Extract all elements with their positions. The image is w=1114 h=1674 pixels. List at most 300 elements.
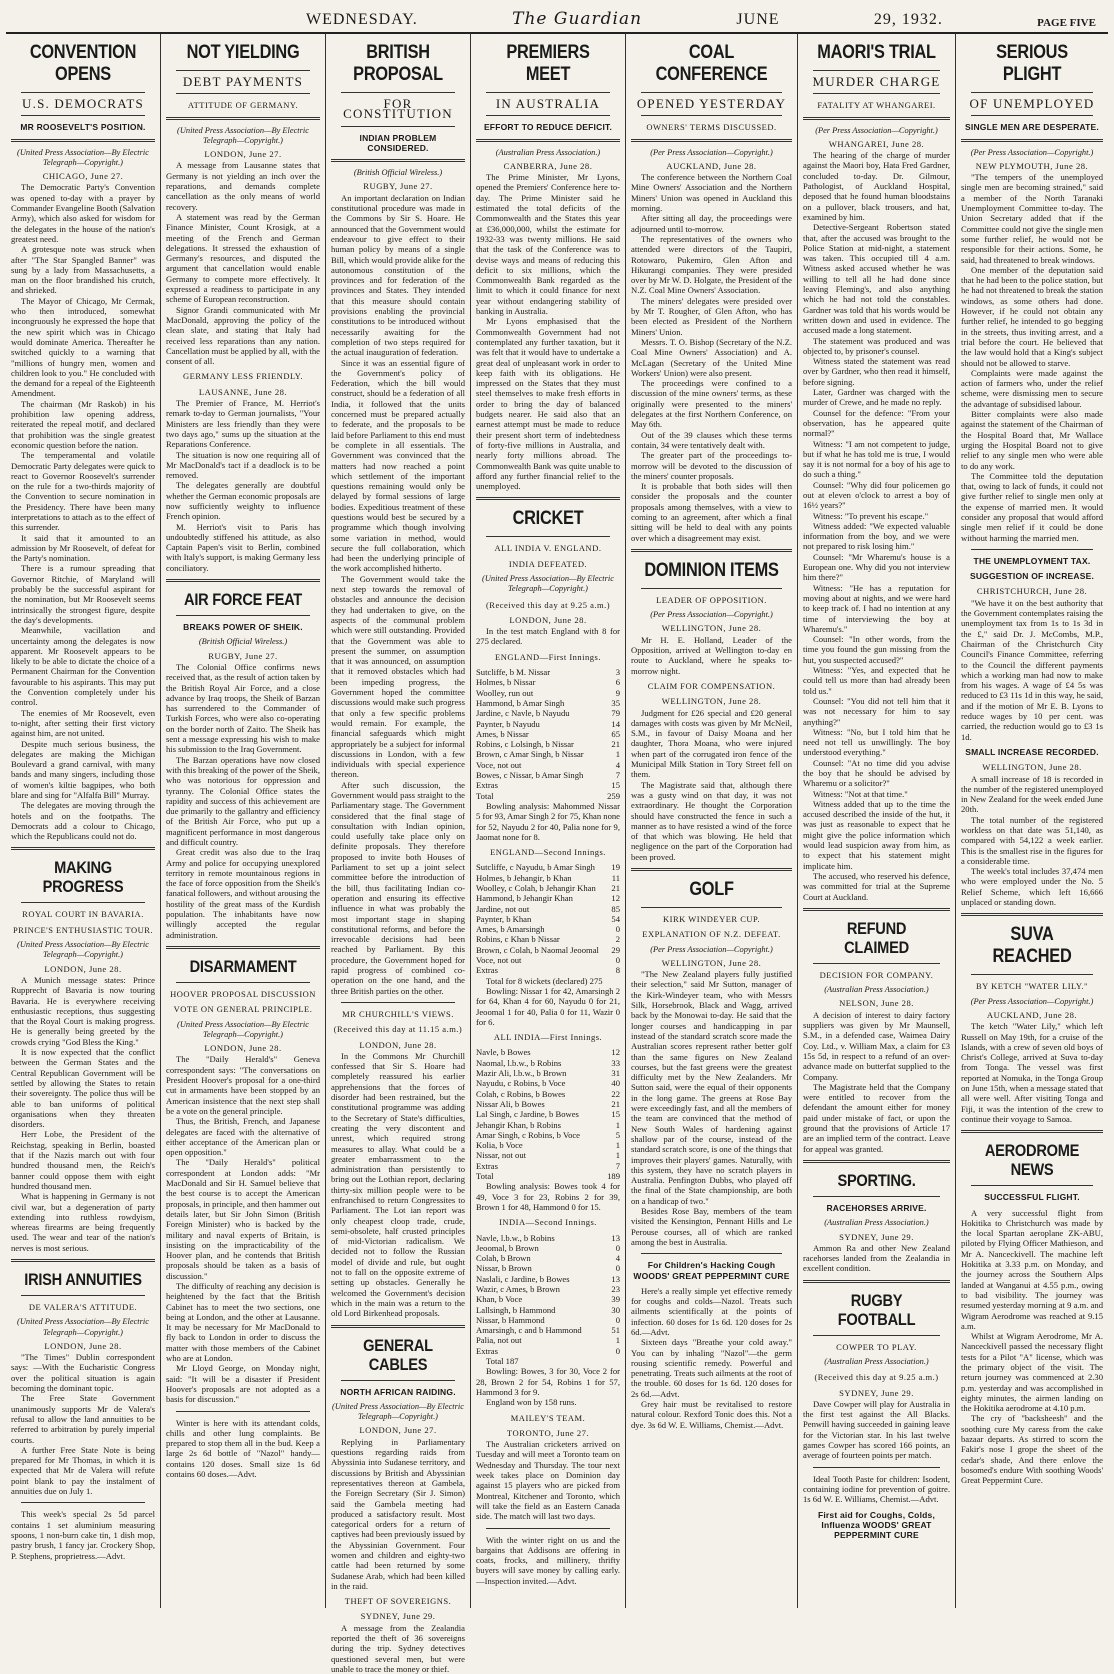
advertisement: With the winter right on us and the bargains that Addisons are offering in coats, frocks, and millinery, thrifty buyers will save money by calling early.—Inspection invited.—Advt.	[476, 1534, 620, 1586]
batsman: Naomal, l.b.w., b Robins	[476, 1057, 562, 1068]
dateline: SYDNEY, June 29.	[839, 1231, 914, 1242]
paragraph: The conference between the Northern Coal Mine Owners' Association and the Northern Miners' Union was opened in Auckland this morning.	[631, 172, 792, 214]
paragraph: The greater part of the proceedings to-morrow will be devoted to the discussion of the miners' counter proposals.	[631, 450, 792, 481]
batsman: Total	[476, 790, 494, 801]
paragraph: It is probable that both sides will then consider the proposals and the counter proposals among themselves, with a view to coming to an agreement, after which a final sitting will be held to deal with any points over which a disagreement may exist.	[631, 481, 792, 543]
batsman: Palia, not out	[476, 1335, 522, 1346]
runs: 0	[615, 955, 620, 966]
paragraph: The situation is now one requiring all of Mr MacDonald's tact if a deadlock is to be removed.	[166, 449, 320, 481]
subhead: INDIA DEFEATED.	[508, 558, 588, 569]
batsman: Mazir Ali, l.b.w., b Brown	[476, 1068, 567, 1079]
subhead: RACEHORSES ARRIVE.	[826, 1202, 927, 1213]
dateline: LONDON, June 28.	[204, 1043, 282, 1054]
runs: 4	[615, 1253, 620, 1264]
paragraph: It is now expected that the conflict between the German States and the Central Republican Government will be settled by allowing the States to retain their sovereignty. The police thus will be able to ban uniforms of political organisations when they threaten disorders.	[11, 1047, 155, 1130]
runs: 13	[611, 1273, 620, 1284]
runs: 4	[615, 759, 620, 770]
batsman: Sutcliffe, b M. Nissar	[476, 667, 551, 678]
scorecard-england-2	[476, 862, 620, 975]
scorecard-england-1	[476, 667, 620, 801]
paragraph: The hearing of the charge of murder against the Maori boy, Hata Fred Gardner, concluded to-day. Dr. Gilmour, Pathologist, of Auckland Hospital, deposed that he found human bloodstains on a pullover, black trousers, and hat, examined by him.	[803, 150, 950, 222]
credit-line: (British Official Wireless.)	[198, 637, 288, 647]
paragraph: Whilst at Wigram Aerodrome, Mr A. Nanceckivell passed the necessary flight tests for a Pilot "A" license, which was the primary object of the visit. The return journey was commenced at 2.30 p.m. yesterday and was accomplished in eighty minutes, the airmen landing on the Hokitika aerodrome at 4.10 p.m.	[961, 1331, 1103, 1414]
paragraph: Counsel: "In other words, from the time you found the gun missing from the hut, you suspected accused?"	[803, 634, 950, 665]
dateline: WELLINGTON, June 28.	[661, 957, 762, 968]
batsman: Lallsingh, b Hammond	[476, 1304, 556, 1315]
paragraph: Witness: "He has a reputation for moving about at nights, and we were hard to keep track of. I had no intention at any time of interviewing the boy at Wharemu's."	[803, 582, 950, 634]
batsman: Voce, not out	[476, 759, 522, 770]
paragraph: The cry of "backsheesh" and the soothing cure My caress from the cake bazaar departs. As stirred to scorn the Fakir's nose I grope the sheet of the cedar's shade, And there enlove the bosomed's endure With soothing Woods' Great Peppermint Cure.	[961, 1413, 1103, 1486]
runs: 7	[615, 770, 620, 781]
runs: 0	[615, 1242, 620, 1253]
batsman: Robins, c Lolsingh, b Nissar	[476, 739, 574, 750]
paragraph: The Prime Minister, Mr Lyons, opened the Premiers' Conference here to-day. The Prime Minister said he estimated the total deficits of the Commonwealth and the States this year at £36,000,000, whilst the estimate for 1932-33 was twenty millions. He said that the task of the Conference was to devise ways and means of reducing this deficit to six millions, which the Commonwealth Bank regarded as the limit to which it could finance for next year without endangering stability of banking in Australia.	[476, 172, 620, 317]
scorecard-row	[476, 914, 620, 924]
runs: 22	[611, 1088, 620, 1099]
batsman: Nissar Ali, b Bowes	[476, 1098, 545, 1109]
paragraph: Meanwhile, vacillation and uncertainty among the delegates is now apparent. Mr Roosevelt appears to be likely to be able to dictate the choice of a Permanent Chairman for the Convention favourable to his aspirants. This may put the Convention completely under his control.	[11, 625, 155, 708]
scorecard-row	[476, 955, 620, 965]
scorecard-row	[476, 1294, 620, 1304]
batsman: Brown, c Amar Singh, b Nissar	[476, 749, 584, 760]
credit-line: (Per Press Association—Copyright.)	[815, 125, 938, 135]
batsman: Colah, c Robins, b Bowes	[476, 1088, 566, 1099]
received-line: (Received this day at 9.25 a.m.)	[814, 1372, 939, 1383]
paragraph: The Mayor of Chicago, Mr Cermak, who then introduced, somewhat incongruously he expressed the hope that the new spirit which was in Chicago would dominate America. Thereafter he switched quickly to a warning that "millions of hungry men, women and children look to you." He concluded with the demand for a repeal of the Eighteenth Amendment.	[11, 295, 155, 399]
subhead: GERMANY LESS FRIENDLY.	[183, 371, 303, 382]
paragraph: The Colonial Office confirms news received that, as the result of action taken by the British Royal Air Force, and a close advance by Iraq troops, the Sheik of Barzan has surrendered to the Commander of Turkish Forces, who were also co-operating on the border north of Zaito. The Sheik has sent a message expressing his wish to make his submission to the Iraq Government.	[166, 661, 320, 755]
credit-line: (United Press Association—By Electric Telegraph—Copyright.)	[17, 940, 149, 960]
subhead: BREAKS POWER OF SHEIK.	[183, 622, 303, 633]
paragraph: Mr Lloyd George, on Monday night, said: "It will be a disaster if President Hoover's proposals are not adopted as a basis for discussion."	[166, 1363, 320, 1405]
paragraph: Messrs. T. O. Bishop (Secretary of the N.Z. Coal Mine Owners' Association) and A. McLagan (Secretary of the United Mine Workers' Union) were also present.	[631, 336, 792, 378]
scorecard-row	[476, 1047, 620, 1057]
subhead: SINGLE MEN ARE DESPERATE.	[965, 122, 1099, 133]
paragraph: A very successful flight from Hokitika to Christchurch was made by the local Spartan aeroplane ZK-ABU, piloted by Flying Officer Mathieson, and Mr A. Nanceckivell. The machine left Hokitika at 3.33 p.m. on Monday, and the journey across the Southern Alps landed at Wanganui at 4.55 p.m., owing to bad visibility. The journey was resumed yesterday morning at 9 a.m. and Wigram Aerodrome was reached at 9.15 a.m.	[961, 1207, 1103, 1331]
batsman: Holmes, b Nissar	[476, 677, 536, 688]
paragraph: Witness stated the statement was read over by Gardner, who then read it himself, before signing.	[803, 356, 950, 387]
batsman: Ames, b Amarsingh	[476, 924, 545, 935]
subhead: HOOVER PROPOSAL DISCUSSION	[170, 988, 316, 999]
paragraph: The difficulty of reaching any decision is heightened by the fact that the British Cabinet has to meet the two sections, one being at London, and the other at Lausanne. It may be necessary for Mr MacDonald to fly back to London in order to discuss the matter with those members of the Cabinet who are at London.	[166, 1280, 320, 1364]
paragraph: The delegates generally are doubtful whether the German economic proposals are now sufficiently weighty to influence French opinion.	[166, 480, 320, 522]
scorecard-row	[476, 1089, 620, 1099]
paragraph: Witness added: "We expected valuable information from the boy, and we were not prepared to risk losing him."	[803, 520, 950, 552]
paragraph: Mr Lyons emphasised that the Commonwealth Government had not contemplated any further taxation, but it was felt that it would have to undertake a great deal of unpleasant work in order to keep faith with its obligations. He impressed on the States that they must steel themselves to make fresh efforts in order to bring the day of balanced budgets nearer. He said also that an earnest attempt must be made to reduce their present short term of indebtedness of forty-five millions in Australia, and nearly forty millions abroad. The Commonwealth Bank was quite unable to afford any further financial relief to the unemployed.	[476, 316, 620, 492]
batsman: Paynter, b Nayudu	[476, 718, 540, 729]
advertisement: Winter is here with its attendant colds, chills and other lung complaints. Be prepared to stop them all in the bud. Keep a large 2s 6d bottle of "Nazol" handy—contains 120 doses. Small size 1s 6d contains 60 doses.—Advt.	[166, 1417, 320, 1480]
scorecard-row	[476, 708, 620, 718]
scorecard-row	[476, 1150, 620, 1160]
dateline: WELLINGTON, June 28.	[661, 623, 762, 634]
runs: 6	[615, 677, 620, 688]
runs: 2	[615, 934, 620, 945]
scorecard-row	[476, 791, 620, 801]
dateline: CHRISTCHURCH, June 28.	[976, 586, 1088, 597]
runs: 19	[611, 862, 620, 873]
credit-line: (Australian Press Association.)	[824, 985, 929, 995]
runs: 7	[615, 1160, 620, 1171]
paragraph: Great credit was also due to the Iraq Army and police for occupying unexplored territory in remote mountainous regions in the face of force opposition from the Sheik's fanatical followers, and without arousing the hostility of the great mass of the Kurdish population. The inhabitants have now willingly accepted the regular administration.	[166, 847, 320, 940]
runs: 0	[615, 1314, 620, 1325]
dateline: TORONTO, June 27.	[506, 1427, 590, 1438]
column-5	[626, 34, 798, 1608]
column-1	[6, 34, 161, 1608]
subhead: NORTH AFRICAN RAIDING.	[340, 1386, 456, 1397]
runs: 21	[611, 883, 620, 893]
paragraph: Counsel: "At no time did you advise the boy that he should be advised by Wharemu or a solicitor?"	[803, 757, 950, 789]
masthead-month: JUNE	[736, 11, 780, 28]
bowling-analysis: Bowling: Bowes, 3 for 30, Voce 2 for 28, Brown 2 for 54, Robins 1 for 57, Hammond 3 for 9.	[476, 1366, 620, 1397]
scorecard-row	[476, 1140, 620, 1150]
runs: 12	[611, 1047, 620, 1058]
dateline: LONDON, June 27.	[204, 149, 282, 160]
scorecard-row	[476, 873, 620, 883]
paragraph: Dave Cowper will play for Australia in the first test against the All Blacks. Penwill having succeeded in gaining leave for the Victorian star. In his last twelve games Cowper has scored 166 points, an average of fourteen points per match.	[803, 1398, 950, 1461]
batsman: Extras	[476, 1160, 498, 1171]
headline-premiers-meet: PREMIERS MEET	[506, 42, 590, 85]
paragraph: Thus, the British, French, and Japanese delegates are faced with the alternative of either acceptance of the American plan or open opposition."	[166, 1116, 320, 1158]
batsman: Nayudu, c Robins, b Voce	[476, 1078, 566, 1089]
runs: 1	[615, 749, 620, 760]
scorecard-row	[476, 698, 620, 708]
subhead: EXPLANATION OF N.Z. DEFEAT.	[642, 929, 781, 940]
scorecard-row	[476, 1243, 620, 1253]
innings-heading: ALL INDIA—First Innings.	[493, 1032, 603, 1043]
batsman: Jardine, c Navle, b Nayudu	[476, 708, 570, 719]
paragraph: Witness: "No, but I told him that he need not tell us unwillingly. The boy understood everything."	[803, 726, 950, 758]
deck-murder-charge: MURDER CHARGE	[812, 74, 941, 89]
dateline: NEW PLYMOUTH, June 28.	[975, 160, 1089, 171]
runs: 35	[611, 697, 620, 708]
runs: 31	[611, 1068, 620, 1079]
runs: 79	[611, 708, 620, 719]
scorecard-row	[476, 677, 620, 687]
paragraph: The proceedings were confined to a discussion of the mine owners' terms, as these originally were presented to the miners' delegates at the first Northern Conference, on May 6th.	[631, 378, 792, 430]
scorecard-row	[476, 1161, 620, 1171]
deck-unemployed: OF UNEMPLOYED	[969, 96, 1095, 111]
advertisement: This week's special 2s 5d parcel contains 1 set aluminium measuring spoons, 1 non-burn cake tin, 1 dish mop, pastry brush, 1 fancy jar. Crockery Shop, P. Stephens, proprietress.—Advt.	[11, 1509, 155, 1561]
runs: 9	[615, 687, 620, 698]
subhead: SUGGESTION OF INCREASE.	[969, 571, 1095, 582]
headline-sporting: SPORTING.	[837, 1170, 916, 1190]
dateline: CANBERRA, June 28.	[503, 160, 593, 171]
column-4	[471, 34, 626, 1608]
scorecard-row	[476, 1068, 620, 1078]
runs: 0	[615, 1263, 620, 1274]
advertisement: Ideal Tooth Paste for children: Isodent, containing iodine for prevention of goitre. 1s 6d W. E. Williams, Chemist.—Advt.	[803, 1473, 950, 1505]
deck-australia: IN AUSTRALIA	[495, 96, 601, 111]
paragraph: Replying in Parliamentary questions regarding raids from Abyssinia into Sudanese territory, and discussions by British and Abyssinian representatives thereon at Gambela, the Foreign Secretary (Sir J. Simon) said the Gambela meeting had produced a satisfactory result. Most categorical orders for a return of captives had been previously issued by the Abyssinian Government. Four women and children and eighty-two cattle had been returned by some Sudanese Arab, which had been killed in the raid.	[331, 1436, 465, 1591]
paragraph: "The New Zealand players fully justified their selection," said Mr Sutton, manager of the Kirk-Windeyer team, who with Messrs Silk, Horsebrook, Black and Wagg, arrived back by the Monowai to-day. He said that the longer courses and handicapping in par instead of the standard scratch score made the Australian scores represent rather better golf than the same figures on New Zealand courses, but the fast greens were the greatest difficulty met by the New Zealanders. Mr Sutton said, were the equal of their opponents in the long game. The greens at Rose Bay were exceedingly fast, and all the members of the team are convinced that the method of New South Wales of hardening against shallow par of the course, instead of the standard scratch score, is one of the things that improves their players' games. Naturally, with this system, they have no scratch players in Australia. Penfington Dubbs, who played off the final of the State championship, are both on a handicap of two."	[631, 969, 792, 1206]
column-3	[326, 34, 471, 1674]
batsman: Amarsingh, c and b Hammond	[476, 1325, 582, 1336]
paragraph: The delegates are moving through the hotels and on the footpaths. The Democrats add a colour to Chicago, which the Republicans could not do.	[11, 800, 155, 842]
paragraph: Bitter complaints were also made against the statement of the Chairman of the Hospital Board that, Mr Wallace urging the Hospital Board not to give relief to any single men who were able to do any work.	[961, 409, 1103, 471]
runs: 33	[611, 1057, 620, 1068]
batsman: Jehangir Khan, b Robins	[476, 1119, 561, 1130]
dateline: WELLINGTON, June 28.	[982, 762, 1082, 773]
paragraph: The Magistrate held that the Company were entitled to recover from the defendant the amount either for money paid under mistake of fact, or upon the ground that the provisions of Article 17 are an implied term of the contract. Leave for appeal was granted.	[803, 1081, 950, 1154]
paragraph: After sitting all day, the proceedings were adjourned until to-morrow.	[631, 213, 792, 234]
subhead: DE VALERA'S ATTITUDE.	[28, 1301, 138, 1312]
paragraph: Witness added that up to the time the accused described the inside of the hut, it was just as reasonable to expect that he might give the police information which would lead suspicion away from him, as to expect that his statement might implicate him.	[803, 798, 950, 871]
paragraph: M. Herriot's visit to Paris has undoubtedly stiffened his attitude, as also Captain Papen's visit to Berlin, combined with Italy's support, is making Germany less conciliatory.	[166, 521, 320, 573]
headline-cricket: CRICKET	[512, 508, 584, 530]
dateline: WHANGAREI, June 28.	[828, 138, 925, 149]
dateline: LONDON, June 28.	[44, 1340, 122, 1351]
batsman: Navle, l.b.w., b Robins	[476, 1232, 555, 1243]
runs: 1	[615, 1140, 620, 1151]
dateline: LAUSANNE, June 28.	[198, 386, 288, 397]
scorecard-row	[476, 934, 620, 944]
runs: 0	[615, 924, 620, 935]
batsman: Nissar, not out	[476, 1150, 527, 1161]
result-line: England won by 158 runs.	[486, 1397, 577, 1408]
paragraph: A message from Lausanne states that Germany is not yielding an inch over the reparations, and demands complete cancellation as the only means of world recovery.	[166, 160, 320, 212]
batsman: Extras	[476, 1345, 498, 1356]
advertisement: Here's a really simple yet effective remedy for coughs and colds—Nazol. Treats such ailments scientifically at the points of infection. 60 doses for 1s 6d. 120 doses for 2s 6d.—Advt.	[631, 1285, 792, 1337]
innings-heading: ENGLAND—First Innings.	[495, 651, 601, 662]
credit-line: (United Press Association—By Electric Telegraph—Copyright.)	[177, 125, 309, 145]
batsman: Holmes, b Jehangir, b Khan	[476, 872, 572, 883]
scorecard-row	[476, 893, 620, 903]
credit-line: (British Official Wireless.)	[353, 168, 443, 178]
paragraph: Counsel for the defence: "From your observation, has he appeared quite normal?"	[803, 407, 950, 439]
paragraph: The "Daily Herald's" Geneva correspondent says: "The conversations on President Hoover's proposal for a one-third cut in armaments have been stopped by an American insistence that the next step shall be a vote on the general principle.	[166, 1054, 320, 1116]
runs: 14	[611, 718, 620, 729]
dateline: LONDON, June 28.	[509, 614, 587, 625]
subhead: THEFT OF SOVEREIGNS.	[344, 1596, 452, 1607]
dateline: AUCKLAND, June 28.	[666, 160, 757, 171]
subhead: LEADER OF OPPOSITION.	[656, 594, 767, 605]
paragraph: Ammon Ra and other New Zealand racehorses landed from the Zealandia in excellent condition.	[803, 1242, 950, 1274]
scorecard-row	[476, 1305, 620, 1315]
paragraph: The Democratic Party's Convention was opened to-day with a prayer by Commander Evangeline Booth (Salvation Army), which also asked for wisdom for the delegates in the house of the nation's greatest need.	[11, 182, 155, 244]
dateline: AUCKLAND, June 28.	[986, 1009, 1078, 1020]
dateline: NELSON, June 28.	[839, 998, 914, 1009]
credit-line: (Per Press Association—Copyright.)	[970, 147, 1094, 157]
runs: 1	[615, 1150, 620, 1161]
innings-heading: ENGLAND—Second Innings.	[490, 847, 606, 858]
runs: 8	[615, 965, 620, 976]
runs: 21	[611, 1098, 620, 1109]
paragraph: Despite much serious business, the delegates are making the Michigan Boulevard a grand carnival, with many bands and many singers, including those of women's kiltie bagpipes, who both blare and sing for "Alfalfa Bill" Murray.	[11, 738, 155, 800]
paragraph: Witness: "To prevent his escape."	[813, 510, 929, 521]
scorecard-row	[476, 1315, 620, 1325]
scorecard-row	[476, 1233, 620, 1243]
scorecard-row	[476, 688, 620, 698]
scorecard-row	[476, 719, 620, 729]
paragraph: The Australian cricketers arrived on Tuesday and will meet a Toronto team on Wednesday and Thursday. The tour next week takes place on Dominion day against 15 players who are picked from Montreal, Kitchener and Toronto, which will take the field as an Eastern Canada side. The match will last two days.	[476, 1439, 620, 1522]
innings-heading: INDIA—Second Innings.	[499, 1217, 597, 1228]
runs: 29	[611, 944, 620, 955]
scorecard-row	[476, 739, 620, 749]
paragraph: Mr H. E. Holland, Leader of the Opposition, arrived at Wellington to-day en route to Auckland, where he speaks to-morrow night.	[631, 634, 792, 676]
paragraph: "The tempers of the unemployed single men are becoming strained," said a member of the North Taranaki Unemployment Committee to-day. The Union Secretary added that if the Committee could not give the single men some further relief, he would not be responsible for their actions. Some, he said, had threatened to break windows.	[961, 172, 1103, 265]
paragraph: The Premier of France, M. Herriot's remark to-day to German journalists, "Your Ministers are less friendly than they were two days ago," sums up the situation at the Reparations Conference.	[166, 398, 320, 450]
paragraph: The accused, who reserved his defence, was committed for trial at the Supreme Court at Auckland.	[803, 870, 950, 902]
column-6	[798, 34, 956, 1608]
paragraph: A Munich message states: Prince Rupprecht of Bavaria is now touring Bavaria. He is everywhere receiving enthusiastic receptions, thus suggesting that the Royal Court is making progress. He is generally being greeted by the crowds crying "God Bless the King."	[11, 974, 155, 1047]
batsman: Woolley, run out	[476, 687, 534, 698]
scorecard-row	[476, 1284, 620, 1294]
scorecard-row	[476, 667, 620, 677]
subhead: PRINCE'S ENTHUSIASTIC TOUR.	[12, 924, 154, 935]
scorecard-row	[476, 1274, 620, 1284]
paragraph: Out of the 39 clauses which these terms contain, 34 were tentatively dealt with.	[631, 429, 792, 450]
credit-line: (Australian Press Association.)	[824, 1356, 929, 1366]
subhead: BY KETCH "WATER LILY."	[976, 981, 1088, 992]
dateline: RUGBY, June 27.	[363, 181, 433, 192]
subhead: DECISION FOR COMPANY.	[819, 969, 934, 980]
batsman: Robins, c Khan b Nissar	[476, 934, 560, 945]
batsman: Bowes, c Nissar, b Amar Singh	[476, 770, 584, 781]
paragraph: The ketch "Water Lily," which left Russell on May 19th, for a cruise of the Islands, with a crew of seven old boys of Christ's College, arrived at Suva to-day from Tonga. The vessel was first reported at Nomuka, in the Tonga Group on June 15th, when a message stated that all were well. After visiting Tonga and Fiji, it was the intention of the crew to continue their voyage to Samoa.	[961, 1021, 1103, 1124]
subhead: SUCCESSFUL FLIGHT.	[984, 1192, 1080, 1203]
deck-debt-payments: DEBT PAYMENTS	[182, 74, 304, 89]
masthead-title: The Guardian	[512, 9, 643, 29]
subhead: ALL INDIA V. ENGLAND.	[494, 543, 602, 554]
credit-line: (United Press Association—By Electric Telegraph—Copyright.)	[177, 1019, 309, 1039]
credit-line: (Per Press Association—Copyright.)	[650, 610, 773, 620]
received-line: (Received this day at 9.25 a.m.)	[485, 599, 611, 610]
batsman: Navle, b Bowes	[476, 1047, 531, 1058]
credit-line: (United Press Association—By Electric Telegraph—Copyright.)	[332, 1401, 464, 1422]
batsman: Brown, c Colah, b Naomal Jeoomal	[476, 944, 599, 955]
paragraph: It said that it amounted to an admission by Mr Roosevelt, of defeat for the Party's nomination.	[11, 532, 155, 564]
headline-british-proposal: BRITISH PROPOSAL	[353, 42, 443, 85]
headline-not-yielding: NOT YIELDING	[186, 42, 300, 63]
runs: 15	[611, 780, 620, 791]
scorecard-row	[476, 1335, 620, 1345]
batsman: Hammond, b Amar Singh	[476, 697, 565, 708]
subhead: (Received this day at 11.15 a.m.)	[333, 1024, 463, 1035]
paragraph: Besides Rose Bay, members of the team visited the Kensington, Pennant Hills and Le Perouse courses, all of which are ranked among the best in Australia.	[631, 1206, 792, 1247]
credit-line: (Per Press Association—Copyright.)	[650, 944, 773, 954]
scorecard-row	[476, 1078, 620, 1088]
runs: 12	[611, 893, 620, 904]
paragraph: In the test match England with 8 for 275 declared.	[476, 626, 620, 647]
deck-democrats: U.S. DEMOCRATS	[22, 96, 144, 111]
scorecard-row	[476, 965, 620, 975]
runs: 30	[611, 1304, 620, 1315]
paragraph: Witness: "I am not competent to judge, but if what he has told me is true, I would say it is not normal for a boy of his age to do such a thing."	[803, 438, 950, 480]
scorecard-row	[476, 1130, 620, 1140]
subhead: INDIAN PROBLEM CONSIDERED.	[359, 132, 437, 153]
subhead: SMALL INCREASE RECORDED.	[965, 746, 1099, 757]
batsman: Sutcliffe, c Nayudu, b Amar Singh	[476, 862, 595, 873]
subhead: KIRK WINDEYER CUP.	[663, 914, 760, 924]
paragraph: A further Free State Note is being prepared for Mr Thomas, in which it is expected that Mr de Valera will refute point blank to pay the instalment of annuities due on July 1.	[11, 1444, 155, 1497]
runs: 39	[611, 1294, 620, 1305]
paragraph: A message from the Zealandia reported the theft of 36 sovereigns during the trip. Sydney detectives questioned several men, but were unable to trace the money or thief.	[331, 1622, 465, 1674]
credit-line: (Per Press Association—Copyright.)	[650, 147, 773, 157]
paragraph: Since it was an essential figure of the Government's policy of Federation, which the bill would construct, should be a federation of all India, it followed that the units concerned must be prepared actually to federate, and the proposals to be laid before Parliament to this end must be complete in all essentials. The Government was convinced that the matters had now reached a point which settlement of the important questions remaining would only be delayed by formal sessions of large bodies. Expeditious treatment of these questions would best be secured by a programme which though involving some variation in method, would secure the full collaboration, which had been the underlying principle of the work accomplished hitherto.	[331, 357, 465, 574]
scorecard-row	[476, 760, 620, 770]
paragraph: Detective-Sergeant Robertson stated that, after the accused was brought to the Police Station at mid-night, a statement was taken. This occupied till 4 a.m. Witness asked accused whether he was willing to tell all he had done since leaving Fleming's, and also anything which he had not told the constables. Gardner was told that his words would be written down and used in evidence. The accused made a long statement.	[803, 222, 950, 336]
headline-refund-claimed: REFUND CLAIMED	[844, 918, 909, 957]
batsman: Khan, b Voce	[476, 1294, 523, 1305]
paragraph: The Government would take the next step towards the removal of obstacles and announce the decision they had undertaken to give, on the aspects of the communal problem which were still outstanding. Provided that the Government was able to present the summer, on assumption that it was announced, on assumption that it removed obstacles which had been impeding progress, the Government hoped the committee discussions would make such progress that only a few specific problems would remain. For example, the financial safeguards which might appropriately be a subject for informal discussions in London, with a few individuals with special experience thereon.	[331, 573, 465, 780]
headline-convention: CONVENTION OPENS	[29, 42, 137, 85]
masthead	[6, 4, 1108, 34]
paragraph: Later, Gardner was charged with the murder of Crewe, and he made no reply.	[803, 387, 950, 408]
dateline: LONDON, June 28.	[359, 1039, 437, 1050]
credit-line: (United Press Association—By Electric Telegraph—Copyright.)	[17, 147, 149, 167]
advert-heading: For Children's Hacking Cough WOODS' GREAT PEPPERMINT CURE	[633, 1260, 790, 1281]
runs: 189	[607, 1171, 620, 1182]
scorecard-row	[476, 749, 620, 759]
paragraph: A statement was read by the German Finance Minister, Count Krosigk, at a meeting of the French and German delegations. It stressed the exhaustion of Germany's resources, and disputed the argument that cancellation would enable Germany to compete more effectively. It expressed a readiness to participate in any scheme of European reconstruction.	[166, 211, 320, 305]
bowling-analysis: Bowling analysis: Bowes took 4 for 49, Voce 3 for 23, Robins 2 for 39, Brown 1 for 48, Hammond 0 for 15.	[476, 1181, 620, 1212]
credit-line: (United Press Association—By Electric Telegraph—Copyright.)	[482, 573, 614, 594]
scorecard-row	[476, 1253, 620, 1263]
batsman: Jardine, not out	[476, 903, 530, 914]
paragraph: A decision of interest to dairy factory suppliers was given by Mr Maunsell, S.M., in a defended case, Waimea Dairy Coy. Ltd., v. William Max, a claim for £3 15s 5d, in respect to a refund of an over-advance made on butterfat supplied to the Company.	[803, 1009, 950, 1082]
runs: 54	[611, 913, 620, 924]
paragraph: The Committee told the deputation that, owing to lack of funds, it could not give further relief to single men only at the expense of married men. It would consider any proposal that would afford single men relief if it could be done without harming the married men.	[961, 470, 1103, 543]
dateline: SYDNEY, June 29.	[839, 1387, 914, 1398]
paragraph: A small increase of 18 is recorded in the number of the registered unemployed in New Zealand for the week ended June 20th.	[961, 773, 1103, 815]
scorecard-row	[476, 1171, 620, 1181]
headline-irish-annuities: IRISH ANNUITIES	[24, 1269, 142, 1289]
scorecard-row	[476, 1120, 620, 1130]
scorecard-india-2	[476, 1233, 620, 1357]
batsman: Woolley, c Colah, b Jehangir Khan	[476, 883, 596, 893]
paragraph: The representatives of the owners who attended were directors of the Taupiri, Rotowaro, Pukemiro, Glen Afton and Hikurangi companies. They were presided over by Mr W. D. Holgate, the President of the N.Z. Coal Mine Owners' Association.	[631, 233, 792, 296]
dateline: LONDON, June 27.	[359, 1425, 437, 1436]
deck-constitution: FOR CONSTITUTION	[343, 96, 453, 122]
scorecard-row	[476, 1325, 620, 1335]
headline-general-cables: GENERAL CABLES	[363, 1335, 433, 1374]
subhead: VOTE ON GENERAL PRINCIPLE.	[173, 1004, 313, 1015]
runs: 40	[611, 1078, 620, 1089]
paragraph: The week's total includes 37,474 men who were employed under the No. 5 Relief Scheme, which left 16,666 unplaced or standing down.	[961, 866, 1103, 908]
subhead: THE UNEMPLOYMENT TAX.	[973, 555, 1091, 566]
paragraph: After such discussion, the Government would pass straight to the Parliamentary stage. The Government considered that the final stage of consultation with Indian opinion, could usefully take place only on definite proposals. They therefore proposed to invite both Houses of Parliament to set up a joint select committee before the introduction of the bill, thus facilitating Indian co-operation and ensuring its effective influence in what was probably the most important stage in shaping constitutional reforms, and before the irrevocable decisions had been reached by Parliament. By this procedure, the Government hoped for rapid progress of combined co-operation on the one hand, and the three British parties on the other.	[331, 779, 465, 996]
credit-line: (Australian Press Association.)	[824, 1218, 929, 1228]
dateline: WELLINGTON, June 28.	[661, 696, 762, 707]
paragraph: An important declaration on Indian constitutional procedure was made in the Commons by Sir S. Hoare. He announced that the Government would endeavour to give effect to their human policy by means of a single Bill, which would provide alike for the autonomous constitution of the provinces and for federation of the provinces and States. They intended that this measure should contain provisions enabling the provincial constitutions to be introduced without necessarily awaiting for the completion of two steps required for the actual inauguration of federation.	[331, 192, 465, 358]
paragraph: Counsel: "Mr Wharemu's house is a European one. Why did you not interview him there?"	[803, 551, 950, 583]
scorecard-row	[476, 1099, 620, 1109]
headline-maoris-trial: MAORI'S TRIAL	[817, 42, 936, 63]
page-number: PAGE FIVE	[1037, 17, 1096, 29]
batsman: Ames, b Nissar	[476, 728, 529, 739]
scorecard-row	[476, 904, 620, 914]
batsman: Amar Singh, c Robins, b Voce	[476, 1129, 580, 1140]
scorecard-row	[476, 924, 620, 934]
headline-suva-reached: SUVA REACHED	[992, 924, 1072, 968]
runs: 51	[611, 1325, 620, 1336]
paragraph: Witness: "Yes, and expected that he could tell us more than had already been told us."	[803, 665, 950, 696]
paragraph: The Free State Government unanimously supports Mr de Valera's refusal to allow the land annuities to be referred to arbitration by purely imperial courts.	[11, 1393, 155, 1445]
scorecard-row	[476, 1058, 620, 1068]
bowling-analysis: Bowling analysis: Mahommed Nissar 5 for 93, Amar Singh 2 for 75, Khan none for 52, Nayudu 2 for 40, Palia none for 9, Jaomat none for 8.	[476, 800, 620, 842]
paragraph: "The Times" Dublin correspondent says: —With the Eucharistic Congress over the political situation is again becoming the dominant topic.	[11, 1352, 155, 1394]
subhead: MAILEY'S TEAM.	[510, 1412, 586, 1423]
batsman: Extras	[476, 780, 498, 791]
subhead: MR ROOSEVELT'S POSITION.	[20, 122, 146, 133]
paragraph: The statement was produced and was objected to, by prisoner's counsel.	[803, 335, 950, 356]
paragraph: The Magistrate said that, although there was a gusty wind on that day, it was not extraordinary. He thought the Corporation should have constructed the fence in such a manner as to have resisted a wind of the force of that which was blowing. He held that negligence on the part of the Corporation had been proved.	[631, 779, 792, 862]
paragraph: Counsel: "You did not tell him that it was not necessary for him to say anything?"	[803, 695, 950, 727]
batsman: Paynter, b Khan	[476, 913, 532, 924]
paragraph: The total number of the registered workless on that date was 51,140, as compared with 54,122 a week earlier. This is the smallest rise in the figures for a considerable time.	[961, 814, 1103, 866]
runs: 85	[611, 903, 620, 914]
batsman: Lal Singh, c Jardine, b Bowes	[476, 1109, 579, 1120]
